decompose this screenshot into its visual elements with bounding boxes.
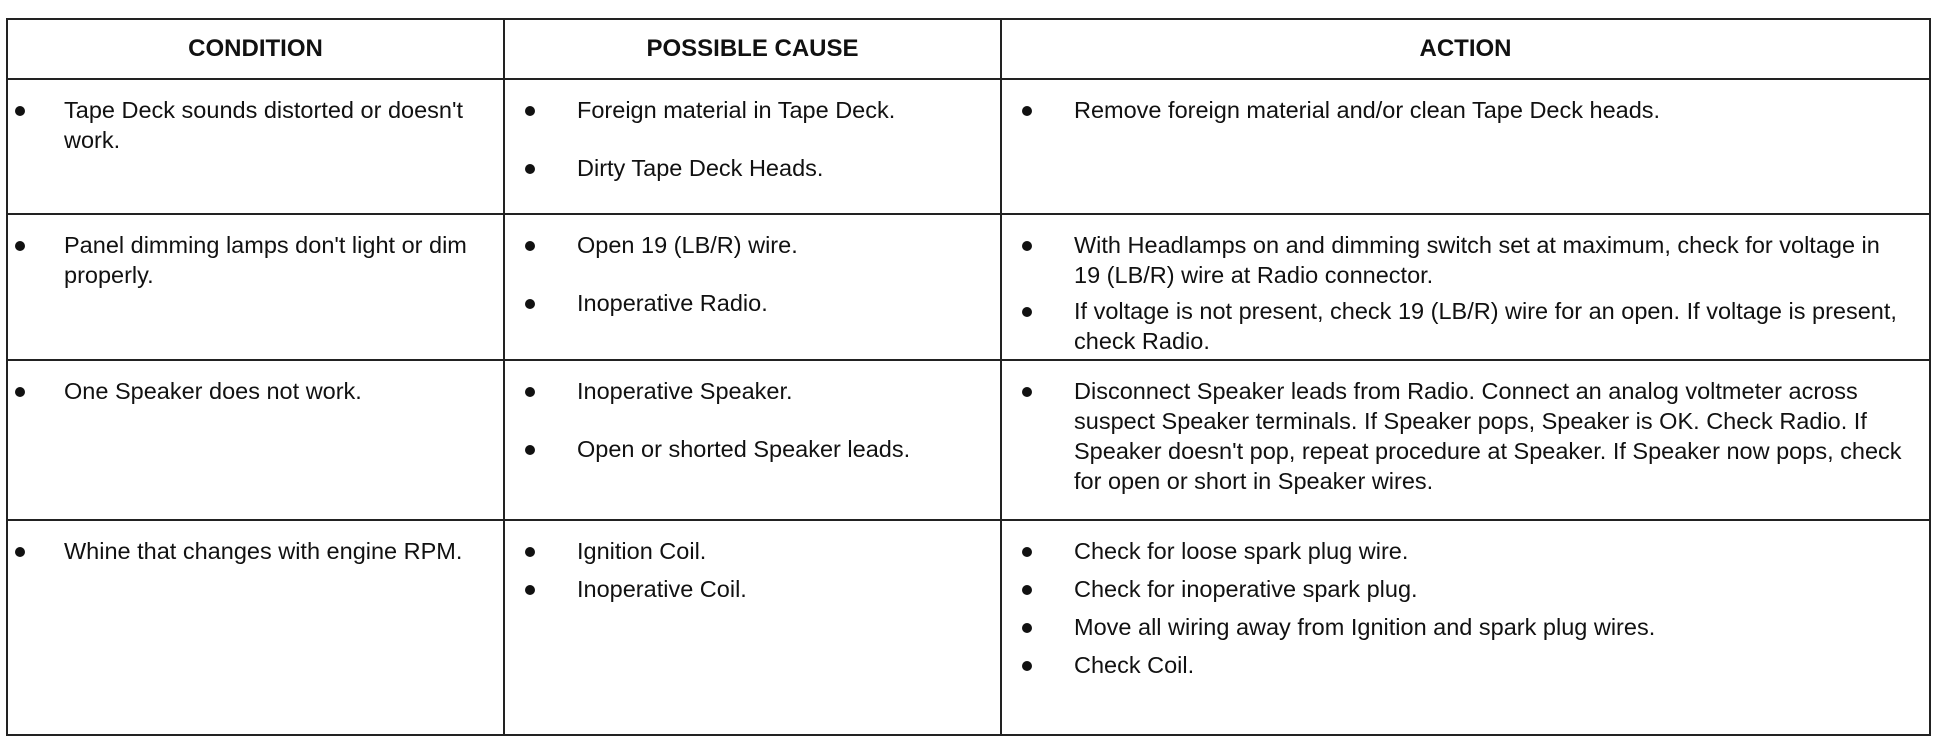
bullet-icon: [525, 241, 535, 251]
action-text: With Headlamps on and dimming switch set at maximum, check for voltage in 19 (LB/R) wire at Radio connector.: [1074, 232, 1880, 288]
action-text: Move all wiring away from Ignition and spark plug wires.: [1074, 614, 1656, 640]
cause-text: Open 19 (LB/R) wire.: [577, 232, 798, 258]
condition-cell: [7, 214, 504, 360]
list-item: [8, 230, 489, 290]
cause-cell: [504, 520, 1001, 735]
cause-text: Open or shorted Speaker leads.: [577, 436, 911, 462]
bullet-icon: [525, 164, 535, 174]
bullet-icon: [1022, 241, 1032, 251]
header-condition: CONDITION: [7, 19, 504, 79]
condition-cell: [7, 360, 504, 520]
condition-cell: [7, 79, 504, 214]
bullet-icon: [525, 387, 535, 397]
action-text: Check Coil.: [1074, 652, 1195, 678]
list-item: [519, 536, 986, 566]
header-possible-cause: POSSIBLE CAUSE: [504, 19, 1001, 79]
diagnosis-table: [6, 18, 1931, 736]
action-cell: [1001, 79, 1930, 214]
action-text: Check for inoperative spark plug.: [1074, 576, 1418, 602]
cause-cell: [504, 360, 1001, 520]
bullet-icon: [15, 547, 25, 557]
header-action: ACTION: [1001, 19, 1930, 79]
condition-text: Panel dimming lamps don't light or dim properly.: [64, 232, 467, 288]
list-item: [1016, 574, 1915, 604]
list-item: [1016, 95, 1915, 125]
list-item: [1016, 612, 1915, 642]
list-item: [519, 153, 986, 183]
cause-text: Dirty Tape Deck Heads.: [577, 155, 824, 181]
bullet-icon: [1022, 585, 1032, 595]
action-cell: [1001, 520, 1930, 735]
cause-text: Foreign material in Tape Deck.: [577, 97, 896, 123]
cause-text: Inoperative Coil.: [577, 576, 747, 602]
cause-text: Ignition Coil.: [577, 538, 707, 564]
list-item: [519, 230, 986, 260]
bullet-icon: [15, 387, 25, 397]
condition-text: Whine that changes with engine RPM.: [64, 538, 463, 564]
action-text: Remove foreign material and/or clean Tape Deck heads.: [1074, 97, 1661, 123]
condition-text: One Speaker does not work.: [64, 378, 362, 404]
list-item: [1016, 536, 1915, 566]
cause-text: Inoperative Radio.: [577, 290, 768, 316]
list-item: [1016, 650, 1915, 680]
list-item: [1016, 230, 1915, 290]
bullet-icon: [525, 106, 535, 116]
list-item: [8, 536, 489, 566]
cause-text: Inoperative Speaker.: [577, 378, 793, 404]
action-text: Check for loose spark plug wire.: [1074, 538, 1409, 564]
bullet-icon: [525, 547, 535, 557]
bullet-icon: [525, 585, 535, 595]
bullet-icon: [525, 445, 535, 455]
action-text: Disconnect Speaker leads from Radio. Connect an analog voltmeter across suspect Speaker terminals. If Speaker pops, Speaker is OK. Check Radio. If Speaker doesn't pop, repeat procedure at Speaker. If Speaker now pops, check for open or short in Speaker wires.: [1074, 378, 1902, 494]
list-item: [519, 574, 986, 604]
cause-cell: [504, 79, 1001, 214]
list-item: [519, 434, 986, 464]
list-item: [1016, 376, 1915, 496]
table-row: [7, 360, 1930, 520]
list-item: [519, 95, 986, 125]
bullet-icon: [1022, 387, 1032, 397]
list-item: [8, 376, 489, 406]
table-row: [7, 214, 1930, 360]
bullet-icon: [1022, 623, 1032, 633]
table-row: [7, 79, 1930, 214]
action-cell: [1001, 360, 1930, 520]
bullet-icon: [15, 106, 25, 116]
condition-cell: [7, 520, 504, 735]
bullet-icon: [1022, 307, 1032, 317]
action-cell: [1001, 214, 1930, 360]
table-row: [7, 520, 1930, 735]
bullet-icon: [1022, 547, 1032, 557]
bullet-icon: [525, 299, 535, 309]
list-item: [519, 376, 986, 406]
list-item: [8, 95, 489, 155]
bullet-icon: [1022, 661, 1032, 671]
cause-cell: [504, 214, 1001, 360]
condition-text: Tape Deck sounds distorted or doesn't work.: [64, 97, 463, 153]
list-item: [1016, 296, 1915, 356]
header-row: [7, 19, 1930, 79]
bullet-icon: [1022, 106, 1032, 116]
list-item: [519, 288, 986, 318]
action-text: If voltage is not present, check 19 (LB/R) wire for an open. If voltage is present, check Radio.: [1074, 298, 1897, 354]
bullet-icon: [15, 241, 25, 251]
